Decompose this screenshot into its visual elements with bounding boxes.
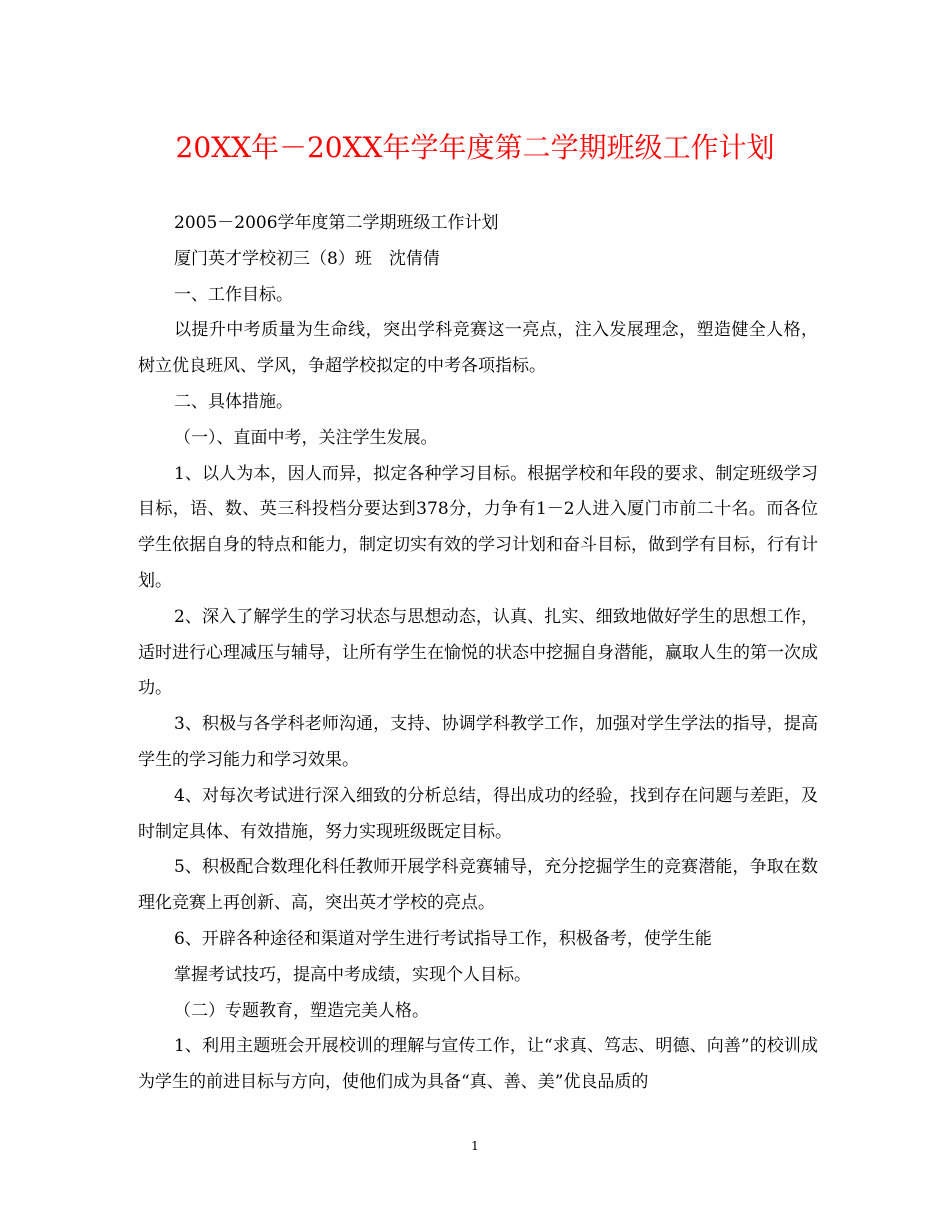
document-title: 20XX年－20XX年学年度第二学期班级工作计划 <box>175 131 775 164</box>
paragraph-plan-heading: 2005－2006学年度第二学期班级工作计划 <box>174 213 499 233</box>
subsection-heading-exam: （一）、直面中考，关注学生发展。 <box>174 427 438 448</box>
paragraph-measure-3: 3、积极与各学科老师沟通，支持、协调学科教学工作，加强对学生学法的指导，提高学生的学习能力和学习效果。 <box>138 714 818 770</box>
section-heading-goals: 一、工作目标。 <box>174 284 293 305</box>
paragraph-measure-2: 2、深入了解学生的学习状态与思想动态，认真、扎实、细致地做好学生的思想工作，适时进行心理减压与辅导，让所有学生在愉悦的状态中挖掘自身潜能，赢取人生的第一次成功。 <box>138 606 818 699</box>
paragraph-author: 厦门英才学校初三（8）班 沈倩倩 <box>174 248 440 269</box>
page-number: 1 <box>471 1139 479 1153</box>
paragraph-measure-6-continued: 掌握考试技巧，提高中考成绩，实现个人目标。 <box>174 964 531 985</box>
paragraph-measure-4: 4、对每次考试进行深入细致的分析总结，得出成功的经验，找到存在问题与差距，及时制定具体、有效措施，努力实现班级既定目标。 <box>138 785 818 842</box>
subsection-heading-education: （二）专题教育，塑造完美人格。 <box>174 1000 429 1021</box>
paragraph-education-1: 1、利用主题班会开展校训的理解与宣传工作，让“求真、笃志、明德、向善”的校训成为学生的前进目标与方向，使他们成为具备“真、善、美”优良品质的 <box>138 1036 818 1093</box>
paragraph-measure-6: 6、开辟各种途径和渠道对学生进行考试指导工作，积极备考，使学生能 <box>174 928 712 949</box>
paragraph-goals-text: 以提升中考质量为生命线，突出学科竞赛这一亮点，注入发展理念，塑造健全人格，树立优良班风、学风，争超学校拟定的中考各项指标。 <box>138 320 818 377</box>
document-body <box>138 206 818 1101</box>
paragraph-measure-5: 5、积极配合数理化科任教师开展学科竞赛辅导，充分挖掘学生的竞赛潜能，争取在数理化竞赛上再创新、高，突出英才学校的亮点。 <box>138 857 818 914</box>
section-heading-measures: 二、具体措施。 <box>174 391 293 412</box>
paragraph-measure-1: 1、以人为本，因人而异，拟定各种学习目标。根据学校和年段的要求、制定班级学习目标，语、数、英三科投档分要达到378分，力争有1－2人进入厦门市前二十名。而各位学生依据自身的特点和能力，制定切实有效的学习计划和奋斗目标，做到学有目标，行有计划。 <box>138 463 818 591</box>
